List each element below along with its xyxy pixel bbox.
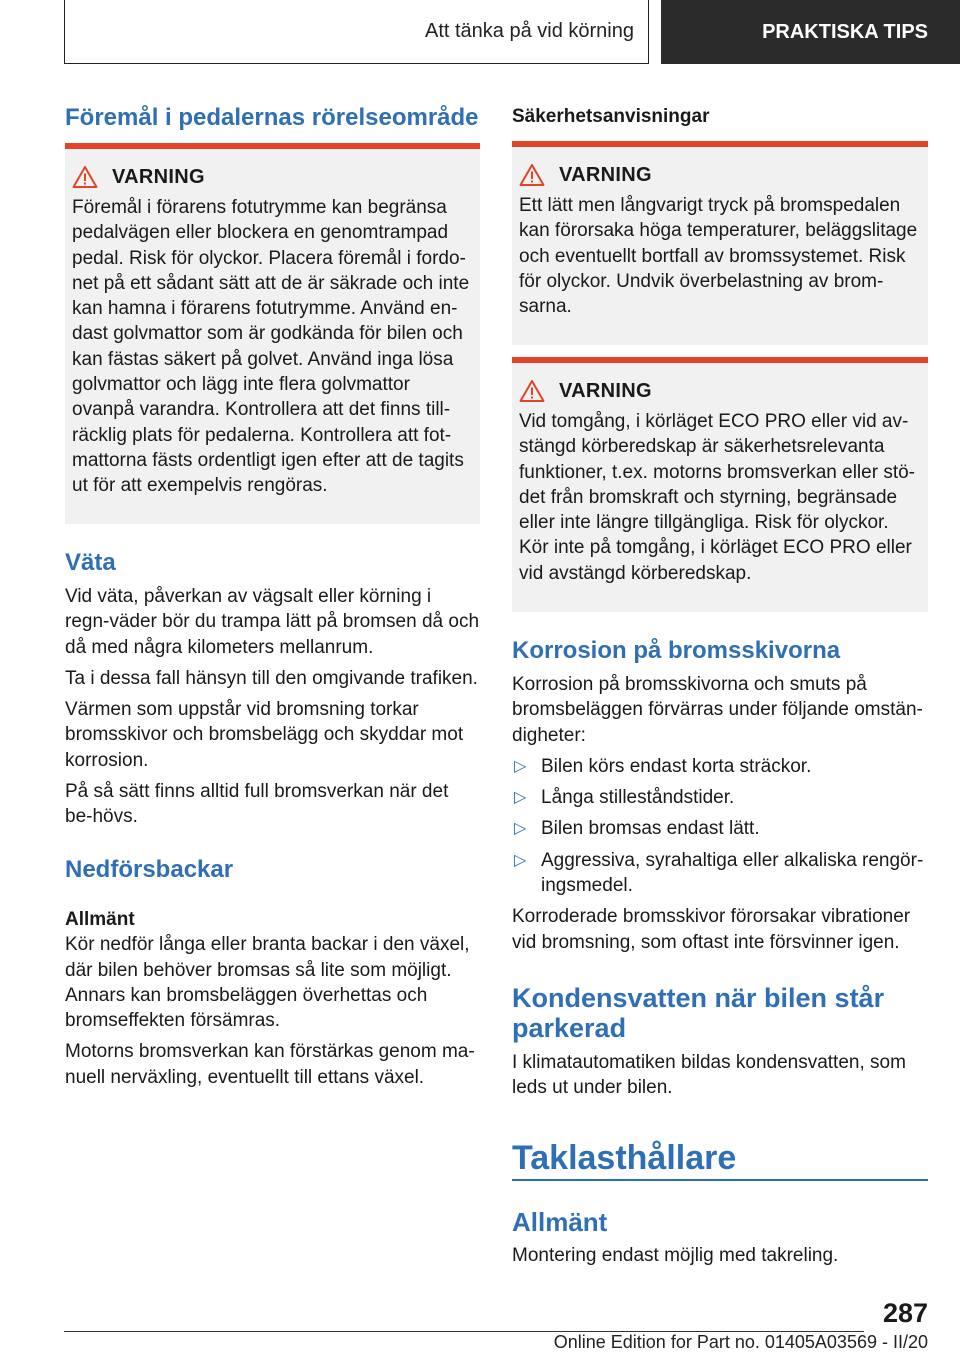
subheading-general: Allmänt xyxy=(65,909,135,930)
warning-title xyxy=(519,163,921,187)
heading-roof-rack: Taklasthållare xyxy=(512,1139,737,1177)
triangle-bullet-icon: ▷ xyxy=(514,757,527,775)
subheading-safety: Säkerhetsanvisningar xyxy=(512,106,710,127)
heading-wet: Väta xyxy=(65,549,116,576)
paragraph: Korroderade bromsskivor förorsakar vibrationer vid bromsning, som oftast inte försvinner igen. xyxy=(512,906,911,953)
list-item: ▷ Långa stilleståndstider. xyxy=(512,785,928,810)
paragraph: Motorns bromsverkan kan förstärkas genom ma-nuell nerväxling, eventuellt till ettans växel. xyxy=(65,1041,475,1088)
paragraph: Värmen som uppstår vid bromsning torkar bromsskivor och bromsbelägg och skyddar mot korrosion. xyxy=(65,699,464,771)
warning-label: VARNING xyxy=(112,165,205,188)
warning-triangle-icon xyxy=(519,379,545,403)
warning-label: VARNING xyxy=(559,163,652,186)
heading-corrosion: Korrosion på bromsskivorna xyxy=(512,637,841,664)
paragraph: Vid väta, påverkan av vägsalt eller körning i regn-väder bör du trampa lätt på bromsen då och då med några kilometers mellanrum. xyxy=(65,586,480,658)
warning-box-pedals xyxy=(65,143,480,524)
paragraph: Korrosion på bromsskivorna och smuts på bromsbeläggen förvärras under följande omstän-digheter: xyxy=(512,674,923,746)
triangle-bullet-icon: ▷ xyxy=(514,851,527,869)
corrosion-section xyxy=(512,672,928,955)
warning-triangle-icon xyxy=(72,165,98,189)
warning-box-idle xyxy=(512,357,928,612)
triangle-bullet-icon: ▷ xyxy=(514,789,527,807)
warning-label: VARNING xyxy=(559,379,652,402)
warning-title xyxy=(519,379,921,403)
header-section-tab xyxy=(64,0,649,64)
triangle-bullet-icon: ▷ xyxy=(514,820,527,838)
paragraph: Ta i dessa fall hänsyn till den omgivande trafiken. xyxy=(65,667,478,689)
corrosion-list xyxy=(512,754,928,898)
header-chapter-tab xyxy=(661,0,960,64)
heading-general: Allmänt xyxy=(512,1207,608,1237)
heading-condensation: Kondensvatten när bilen står parkerad xyxy=(512,983,885,1043)
heading-pedal-objects: Föremål i pedalernas rörelseområde xyxy=(65,104,479,131)
list-item: ▷ Bilen körs endast korta sträckor. xyxy=(512,754,928,779)
page-number: 287 xyxy=(882,1298,928,1328)
paragraph: Montering endast möjlig med takreling. xyxy=(512,1245,839,1266)
list-item: ▷ Bilen bromsas endast lätt. xyxy=(512,816,928,841)
warning-triangle-icon xyxy=(519,163,545,187)
header-chapter-title: PRAKTISKA TIPS xyxy=(762,20,928,43)
paragraph: Kör nedför långa eller branta backar i den växel, där bilen behöver bromsas så lite som möjligt. Annars kan bromsbeläggen överhettas och bromseffekten försämras. xyxy=(65,934,470,1032)
warning-text: Vid tomgång, i körläget ECO PRO eller vid av-stängd körberedskap är säkerhetsrelevanta funktioner, t.ex. motorns bromsverkan eller stö-det från bromskraft och styrning, begränsade eller inte längre tillgängliga. Risk för olyckor. Kör inte på tomgång, i körläget ECO PRO eller vid avstängd körberedskap. xyxy=(519,411,915,584)
wet-section xyxy=(65,584,480,830)
section-divider xyxy=(512,1179,928,1181)
heading-downhill: Nedförsbackar xyxy=(65,856,234,883)
warning-text: Ett lätt men långvarigt tryck på bromspedalen kan förorsaka höga temperaturer, beläggslitage och eventuellt bortfall av bromssystemet. Risk för olyckor. Undvik överbelastning av brom-sarna. xyxy=(519,195,918,318)
warning-text: Föremål i förarens fotutrymme kan begränsa pedalvägen eller blockera en genomtrampad pedal. Risk för olyckor. Placera föremål i fordo-net på ett sådant sätt att de är säkrade och inte kan hamna i förarens fotutrymme. Använd en-dast golvmattor som är godkända för bilen och kan fästas säkert på golvet. Använd inga lösa golvmattor och lägg inte flera golvmattor ovanpå varandra. Kontrollera att det finns till-räcklig plats för pedalerna. Kontrollera att fot-mattorna fästs ordentligt igen efter att de tagits ut för att exempelvis rengöras. xyxy=(72,197,470,497)
paragraph: På så sätt finns alltid full bromsverkan när det be-hövs. xyxy=(65,781,449,828)
paragraph: I klimatautomatiken bildas kondensvatten, som leds ut under bilen. xyxy=(512,1052,906,1099)
warning-box-brake-pressure xyxy=(512,141,928,345)
footer-edition: Online Edition for Part no. 01405A03569 - II/20 xyxy=(553,1332,928,1352)
header-section-title: Att tänka på vid körning xyxy=(424,20,634,42)
downhill-section xyxy=(65,907,480,1090)
warning-title xyxy=(72,165,473,189)
list-item: ▷ Aggressiva, syrahaltiga eller alkaliska rengör-ingsmedel. xyxy=(514,849,924,897)
